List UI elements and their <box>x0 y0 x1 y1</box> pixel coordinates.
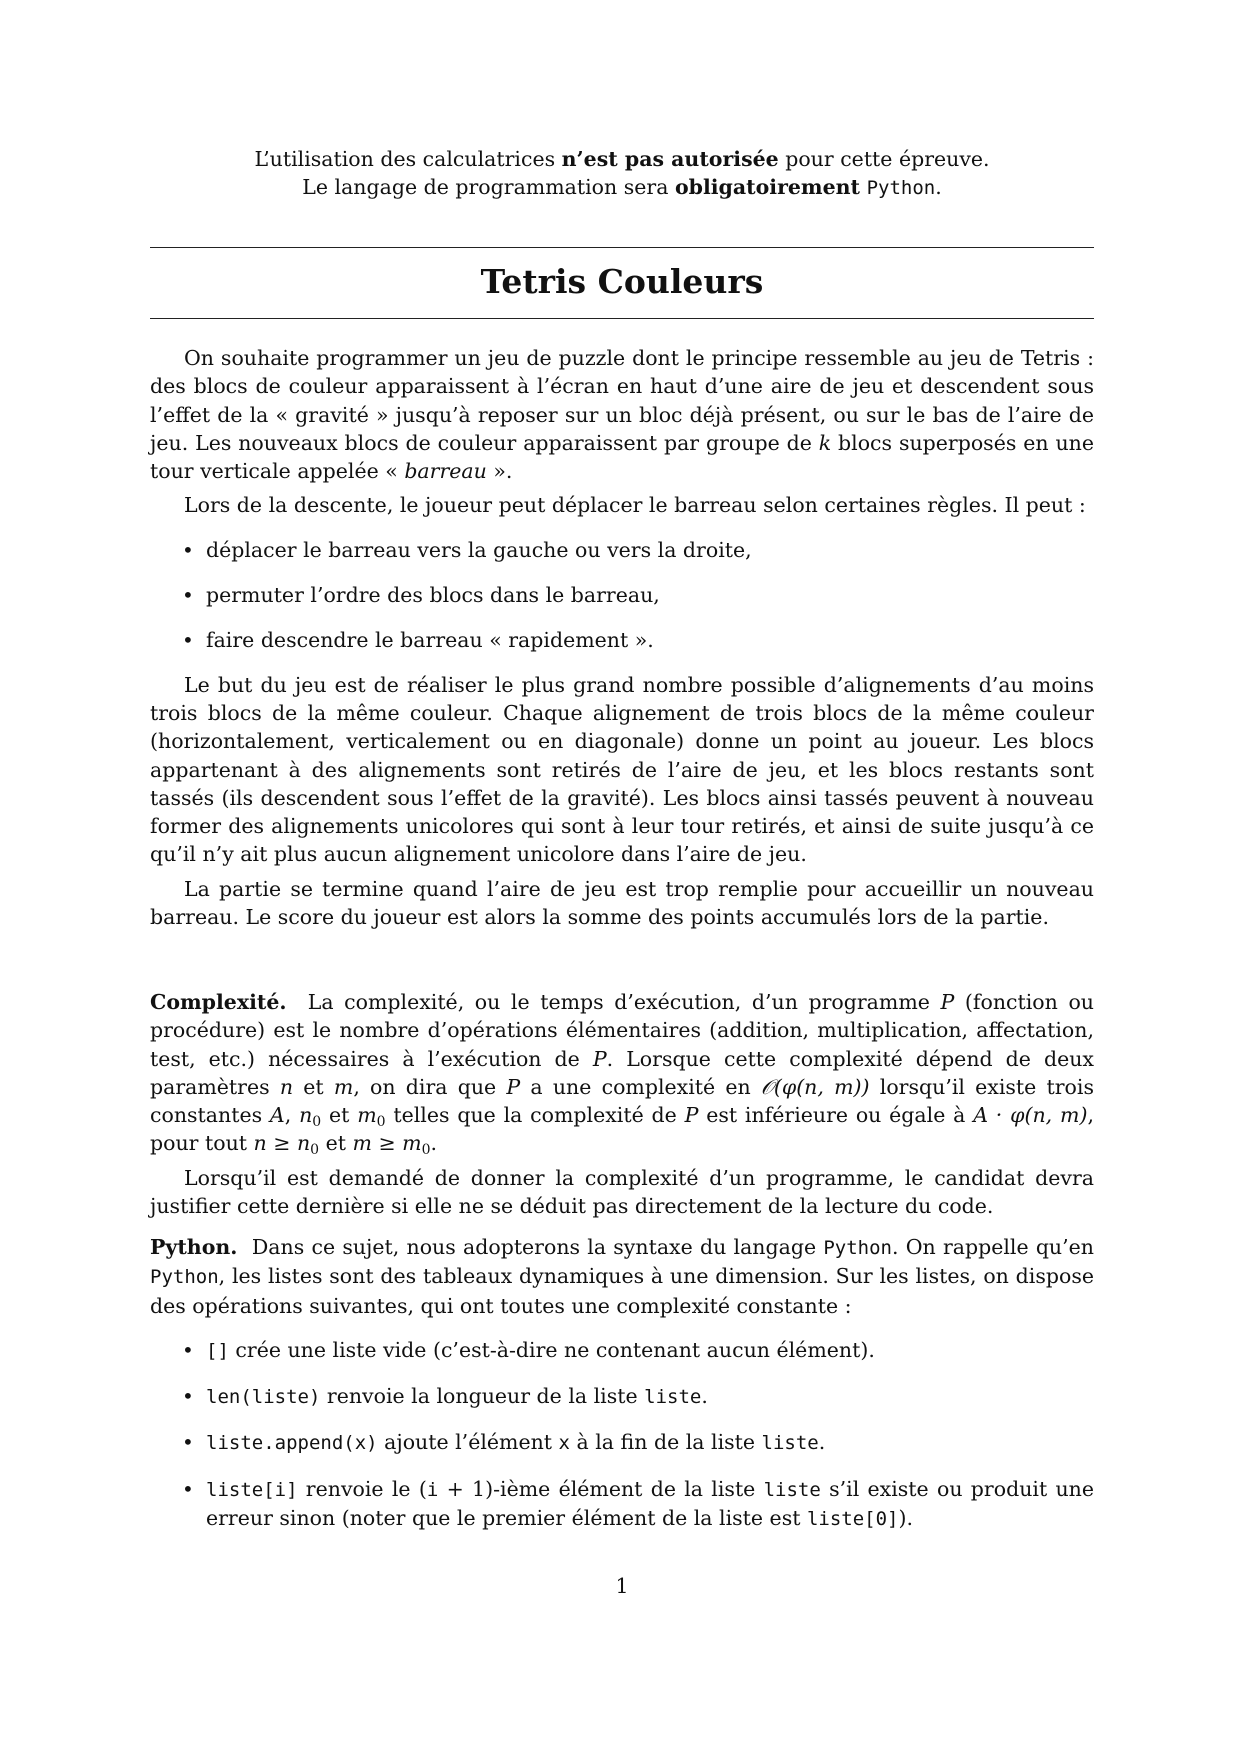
intro-paragraph-2: Lors de la descente, le joueur peut déplacer le barreau selon certaines règles. Il peut : <box>184 493 1086 518</box>
intro-section <box>150 344 1094 931</box>
list-item: • liste[i] renvoie le (i + 1)-ième élément de la liste liste s’il existe ou produit une erreur sinon (noter que le premier élément de la liste est liste[0]). <box>150 1475 1094 1534</box>
python-paragraph: Python. Dans ce sujet, nous adopterons la syntaxe du langage Python. On rappelle qu’en Python, les listes sont des tableaux dynamiques à une dimension. Sur les listes, on dispose des opérations suivantes, qui ont toutes une complexité constante : <box>150 1235 1094 1318</box>
exam-header <box>150 145 1094 203</box>
complexity-paragraph-2: Lorsqu’il est demandé de donner la complexité d’un programme, le candidat devra justifier cette dernière si elle ne se déduit pas directement de la lecture du code. <box>150 1165 1094 1219</box>
page-title: Tetris Couleurs <box>480 262 764 301</box>
list-item: • déplacer le barreau vers la gauche ou vers la droite, <box>150 536 1094 564</box>
intro-paragraph-3: Le but du jeu est de réaliser le plus grand nombre possible d’alignements d’au moins trois blocs de la même couleur. Chaque alignement de trois blocs de la même couleur (horizontalement, verticalement ou en diagonale) donne un point au joueur. Les blocs appartenant à des alignements sont retirés de l’aire de jeu, et les blocs restants sont tassés (ils descendent sous l’effet de la gravité). Les blocs ainsi tassés peuvent à nouveau former des alignements unicolores qui sont à leur tour retirés, et ainsi de suite jusqu’à ce qu’il n’y ait plus aucun alignement unicolore dans l’aire de jeu. <box>150 672 1094 867</box>
header-line-2: Le langage de programmation sera obligatoirement Python. <box>302 175 942 200</box>
list-item: • permuter l’ordre des blocs dans le barreau, <box>150 581 1094 609</box>
list-item: • liste.append(x) ajoute l’élément x à la fin de la liste liste. <box>150 1428 1094 1457</box>
list-item: • [] crée une liste vide (c’est-à-dire ne contenant aucun élément). <box>150 1336 1094 1365</box>
intro-paragraph-4: La partie se termine quand l’aire de jeu est trop remplie pour accueillir un nouveau barreau. Le score du joueur est alors la somme des points accumulés lors de la partie. <box>150 876 1094 930</box>
complexity-section <box>150 988 1094 1220</box>
intro-paragraph-1: On souhaite programmer un jeu de puzzle dont le principe ressemble au jeu de Tetris : des blocs de couleur apparaissent à l’écran en haut d’une aire de jeu et descendent sous l’effet de la « gravité » jusqu’à reposer sur un bloc déjà présent, ou sur le bas de l’aire de jeu. Les nouveaux blocs de couleur apparaissent par groupe de k blocs superposés en une tour verticale appelée « barreau ». <box>150 346 1094 484</box>
list-item: • len(liste) renvoie la longueur de la liste liste. <box>150 1382 1094 1411</box>
top-rule <box>150 247 1094 248</box>
list-operations <box>150 1336 1094 1533</box>
move-list <box>150 536 1094 655</box>
complexity-paragraph-1: Complexité. La complexité, ou le temps d’exécution, d’un programme P (fonction ou procédure) est le nombre d’opérations élémentaires (addition, multiplication, affectation, test, etc.) nécessaires à l’exécution de P. Lorsque cette complexité dépend de deux paramètres n et m, on dira que P a une complexité en 𝒪(φ(n, m)) lorsqu’il existe trois constantes A, $n_0$ et $m_0$ telles que la complexité de P est inférieure ou égale à A · φ(n, m), pour tout $n \ge n_0$ et $m \ge m_0$. <box>150 990 1094 1159</box>
python-heading: Python. <box>150 1235 238 1259</box>
header-line-1: L’utilisation des calculatrices n’est pas autorisée pour cette épreuve. <box>254 147 990 171</box>
python-section <box>150 1233 1094 1533</box>
list-item: • faire descendre le barreau « rapidement ». <box>150 626 1094 654</box>
page-number: 1 <box>615 1574 629 1598</box>
bottom-rule <box>150 318 1094 319</box>
complexity-heading: Complexité. <box>150 990 287 1014</box>
